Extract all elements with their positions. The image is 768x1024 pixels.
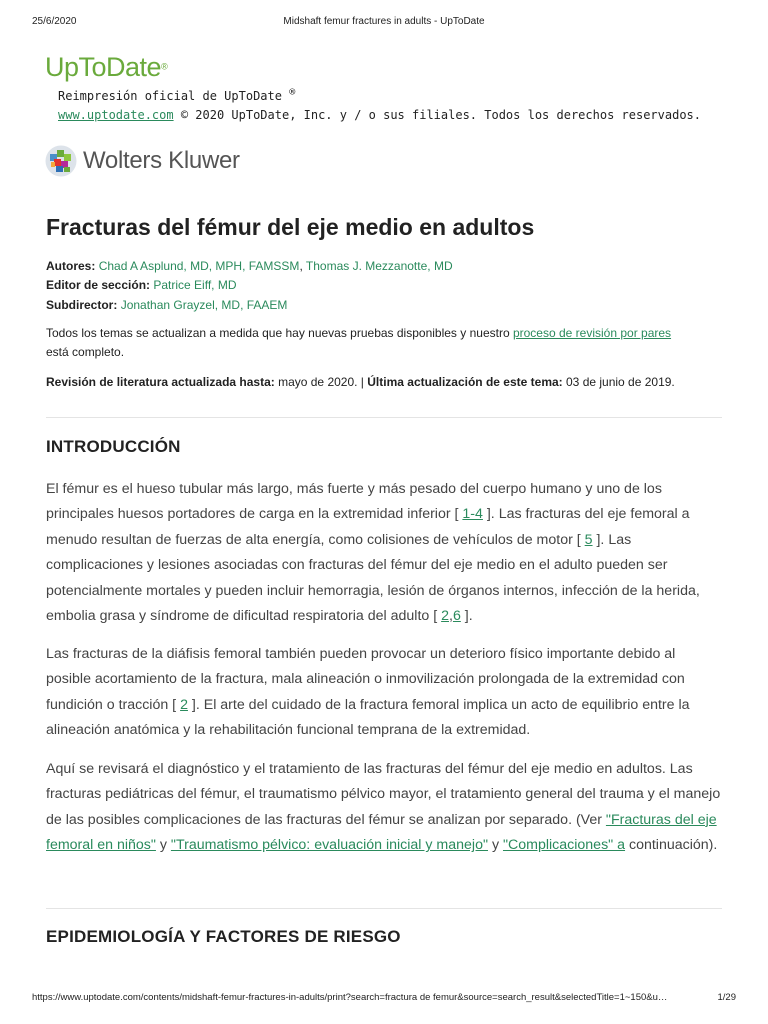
paragraph-text: El fémur es el hueso tubular más largo, más fuerte y más pesado del cuerpo humano y uno de los principales huesos portadores de carga en la extremidad inferior [ <box>46 481 662 523</box>
uptodate-site-link[interactable]: www.uptodate.com <box>58 108 174 122</box>
paragraph-text: ]. Las complicaciones y lesiones asociadas con fracturas del fémur del eje medio en el adulto pueden ser potencialmente mortales y pueden incluir hemorragia, lesión de órganos internos, infección de la herida, embolia grasa y síndrome de dificultad respiratoria del adulto [ <box>46 531 700 625</box>
deputy-editor-label: Subdirector: <box>46 298 118 312</box>
topic-link-complications[interactable]: "Complicaciones" a <box>502 837 626 854</box>
copyright-text: © 2020 UpToDate, Inc. y / o sus filiales. Todos los derechos reservados. <box>173 108 701 122</box>
publisher-name: Wolters Kluwer <box>83 147 240 174</box>
author-separator: , <box>299 259 306 273</box>
section-editor-link[interactable]: Patrice Eiff, MD <box>153 278 237 292</box>
last-update-value: 03 de junio de 2019. <box>562 375 675 389</box>
paragraph-text: , <box>449 608 453 625</box>
logo-text: UpToDate <box>45 52 162 82</box>
paragraph-text: Aquí se revisará el diagnóstico y el tratamiento de las fracturas del fémur del eje medio en adultos. Las fracturas pediátricas del fémur, el traumatismo pélvico mayor, el tratamiento general del trauma y el manejo de las posibles complicaciones de las fracturas del fémur se analizan por separado. (Ver <box>46 761 721 828</box>
paragraph-text: ]. El arte del cuidado de la fractura femoral implica un acto de equilibrio entre la alineación anatómica y la rehabilitación funcional temprana de la extremidad. <box>46 696 690 739</box>
update-note <box>46 324 722 362</box>
paragraph-text: ]. <box>460 608 473 625</box>
section-heading-introduction: INTRODUCCIÓN <box>46 437 181 456</box>
wolters-kluwer-logo <box>45 144 240 178</box>
intro-paragraph-3 <box>46 757 722 859</box>
reference-link[interactable]: 1-4 <box>462 506 483 523</box>
paragraph-text: continuación). <box>625 837 718 854</box>
topic-link-pelvic-trauma[interactable]: "Traumatismo pélvico: evaluación inicial y manejo" <box>170 837 488 854</box>
reference-link[interactable]: 6 <box>452 608 461 625</box>
article-title: Fracturas del fémur del eje medio en adultos <box>46 214 535 240</box>
review-label: Revisión de literatura actualizada hasta: <box>46 375 275 389</box>
intro-paragraph-1 <box>46 477 722 629</box>
reprint-line: Reimpresión oficial de UpToDate <box>58 89 290 103</box>
author-link-mezzanotte[interactable]: Thomas J. Mezzanotte, MD <box>305 259 453 273</box>
reference-link[interactable]: 5 <box>584 531 593 548</box>
review-dates <box>46 375 675 389</box>
review-value: mayo de 2020. | <box>274 375 368 389</box>
print-url: https://www.uptodate.com/contents/midshaft-femur-fractures-in-adults/print?search=fractura de femur&source=search_result&selectedTitle=1~150&u… <box>32 992 668 1003</box>
paragraph-text: y <box>488 837 503 854</box>
update-note-text: Todos los temas se actualizan a medida que hay nuevas pruebas disponibles y nuestro <box>46 326 513 340</box>
reference-link[interactable]: 2 <box>441 608 449 625</box>
reprint-registered-mark: ® <box>289 87 296 98</box>
deputy-editor-line <box>46 298 287 312</box>
paragraph-text: y <box>155 837 171 854</box>
peer-review-process-link[interactable]: proceso de revisión por pares <box>512 326 672 340</box>
last-update-label: Última actualización de este tema: <box>367 375 563 389</box>
divider <box>46 417 722 418</box>
reference-link[interactable]: 2 <box>180 696 188 713</box>
author-link-asplund[interactable]: Chad A Asplund, MD, MPH, FAMSSM <box>98 259 300 273</box>
topic-link-pediatric-femur[interactable]: "Fracturas del eje femoral en niños" <box>46 811 717 854</box>
page-number: 1/29 <box>717 992 736 1003</box>
reprint-notice <box>58 83 701 125</box>
logo-registered-mark: ® <box>161 61 168 72</box>
update-note-end: está completo. <box>46 345 125 359</box>
print-header <box>32 16 736 30</box>
section-editor-label: Editor de sección: <box>46 278 151 292</box>
paragraph-text: ]. Las fracturas del eje femoral a menudo resultan de fuerzas de alta energía, como colisiones de vehículos de motor [ <box>46 506 690 548</box>
section-editor-line <box>46 278 237 292</box>
deputy-editor-link[interactable]: Jonathan Grayzel, MD, FAAEM <box>120 298 288 312</box>
print-footer <box>32 992 736 1006</box>
authors-label: Autores: <box>46 259 96 273</box>
print-date: 25/6/2020 <box>32 16 77 27</box>
authors-line <box>46 259 453 273</box>
divider <box>46 908 722 909</box>
wolters-kluwer-mark-icon <box>45 145 77 177</box>
uptodate-logo[interactable] <box>45 52 168 84</box>
intro-paragraph-2 <box>46 642 722 744</box>
print-title: Midshaft femur fractures in adults - UpToDate <box>283 16 485 27</box>
section-heading-epidemiology: EPIDEMIOLOGÍA Y FACTORES DE RIESGO <box>46 927 401 946</box>
paragraph-text: Las fracturas de la diáfisis femoral también pueden provocar un deterioro físico importante debido al posible acortamiento de la fractura, mala alineación o inmovilización prolongada de la extremidad con fundición o tracción [ <box>46 646 685 713</box>
